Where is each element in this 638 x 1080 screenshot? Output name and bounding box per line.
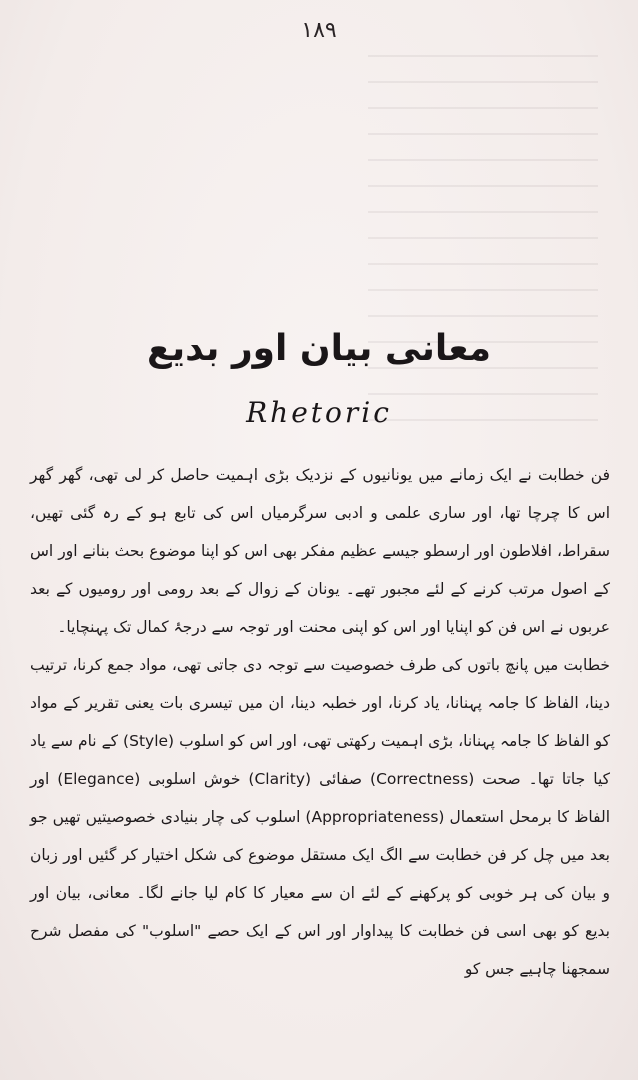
body-text bbox=[30, 456, 610, 988]
page-number: ۱۸۹ bbox=[301, 18, 337, 43]
paragraph-2: خطابت میں پانچ باتوں کی طرف خصوصیت سے توجہ دی جاتی تھی، مواد جمع کرنا، ترتیب دینا، الفاظ کا جامہ پہنانا، یاد کرنا، اور خطبہ دینا، ان میں تیسری بات یعنی تقریر کے مواد کو الفاظ کا جامہ پہنانا، بڑی اہمیت رکھتی تھی، اور اس کو اسلوب (Style) کے نام سے یاد کیا جاتا تھا۔ صحت (Correctness) صفائی (Clarity) خوش اسلوبی (Elegance) اور الفاظ کا برمحل استعمال (Appropriateness) اسلوب کی چار بنیادی خصوصیتیں تھیں جو بعد میں چل کر فن خطابت سے الگ ایک مستقل موضوع کی شکل اختیار کر گئیں اور زبان و بیان کی ہر خوبی کو پرکھنے کے لئے ان سے معیار کا کام لیا جانے لگا۔ معانی، بیان اور بدیع کو بھی اسی فن خطابت کا پیداوار اور اس کے ایک حصے "اسلوب" کی مفصل شرح سمجھنا چاہیے جس کو bbox=[30, 656, 611, 978]
paragraph-1: فن خطابت نے ایک زمانے میں یونانیوں کے نزدیک بڑی اہمیت حاصل کر لی تھی، گھر گھر اس کا چرچا تھا، اور ساری علمی و ادبی سرگرمیاں اس کی تابع ہو کے رہ گئی تھیں، سقراط، افلاطون اور ارسطو جیسے عظیم مفکر بھی اس کو اپنا موضوع بحث بنانے اور اس کے اصول مرتب کرنے کے لئے مجبور تھے۔ یونان کے زوال کے بعد رومی اور رومیوں کے بعد عربوں نے اس فن کو اپنایا اور اس کو اپنی محنت اور توجہ سے درجۂ کمال تک پہنچایا۔ bbox=[30, 466, 610, 636]
chapter-subtitle: Rhetoric bbox=[246, 396, 392, 429]
chapter-title: معانی بیان اور بدیع bbox=[147, 328, 491, 369]
show-through-texture bbox=[368, 55, 598, 435]
